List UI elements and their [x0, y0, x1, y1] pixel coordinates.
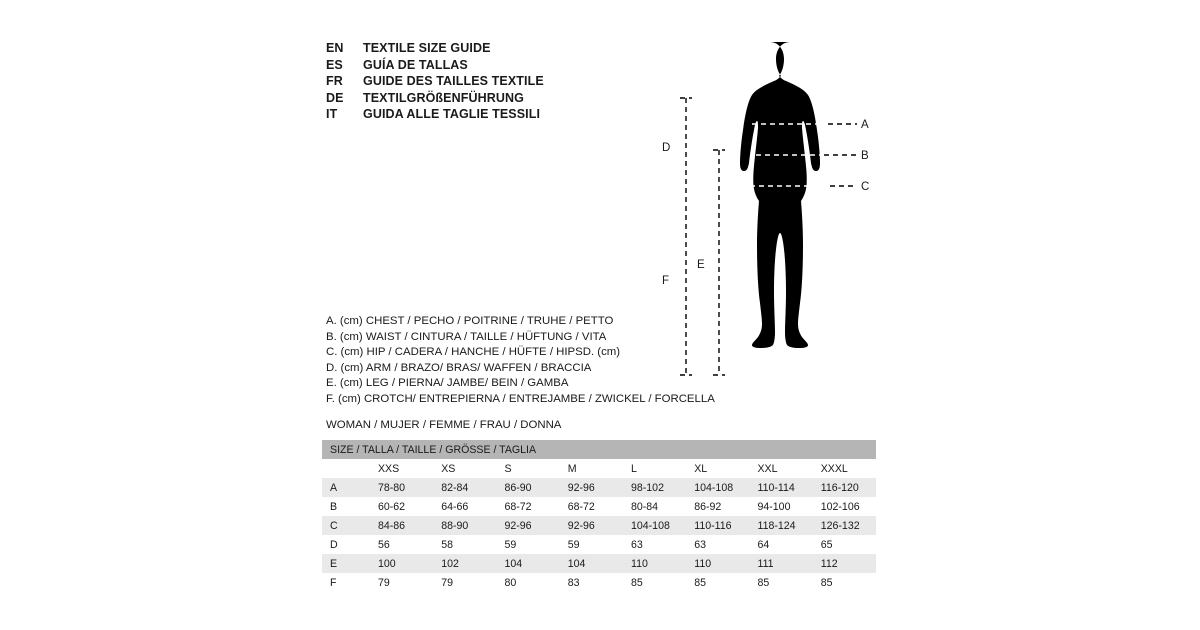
title-text-en: TEXTILE SIZE GUIDE — [363, 41, 491, 55]
diagram-label-a: A — [861, 119, 869, 131]
cell: 84-86 — [370, 516, 433, 535]
title-lang-es: ES — [326, 57, 343, 72]
table-header-cell-3: S — [496, 459, 559, 478]
female-silhouette-icon — [740, 42, 820, 348]
table-row — [322, 554, 876, 573]
cell: 102 — [433, 554, 496, 573]
cell: 126-132 — [813, 516, 876, 535]
table-row — [322, 497, 876, 516]
table-header-cell-8: XXXL — [813, 459, 876, 478]
size-table — [322, 440, 876, 592]
cell: 80-84 — [623, 497, 686, 516]
cell: 86-90 — [496, 478, 559, 497]
cell: 110-116 — [686, 516, 749, 535]
table-caption-row — [322, 440, 876, 459]
cell: 78-80 — [370, 478, 433, 497]
table-row — [322, 478, 876, 497]
table-header-cell-2: XS — [433, 459, 496, 478]
cell: 85 — [813, 573, 876, 592]
cell: 92-96 — [560, 516, 623, 535]
row-label: D — [322, 535, 370, 554]
table-header-cell-5: L — [623, 459, 686, 478]
cell: 83 — [560, 573, 623, 592]
cell: 88-90 — [433, 516, 496, 535]
cell: 80 — [496, 573, 559, 592]
cell: 92-96 — [560, 478, 623, 497]
cell: 116-120 — [813, 478, 876, 497]
cell: 94-100 — [749, 497, 812, 516]
title-lang-it: IT — [326, 107, 338, 122]
diagram-label-e: E — [697, 259, 705, 271]
cell: 85 — [623, 573, 686, 592]
title-lang-en: EN — [326, 41, 344, 55]
cell: 68-72 — [496, 497, 559, 516]
cell: 79 — [433, 573, 496, 592]
cell: 85 — [749, 573, 812, 592]
cell: 64 — [749, 535, 812, 554]
diagram-label-c: C — [861, 181, 870, 193]
cell: 92-96 — [496, 516, 559, 535]
table-header-cell-7: XXL — [749, 459, 812, 478]
row-label: F — [322, 573, 370, 592]
row-label: E — [322, 554, 370, 573]
cell: 64-66 — [433, 497, 496, 516]
title-lang-de: DE — [326, 90, 344, 105]
cell: 63 — [686, 535, 749, 554]
legend-block — [326, 314, 886, 408]
title-text-es: GUÍA DE TALLAS — [363, 57, 468, 72]
table-row — [322, 573, 876, 592]
cell: 82-84 — [433, 478, 496, 497]
cell: 58 — [433, 535, 496, 554]
gender-line: WOMAN / MUJER / FEMME / FRAU / DONNA — [326, 419, 562, 431]
cell: 102-106 — [813, 497, 876, 516]
table-header-cell-6: XL — [686, 459, 749, 478]
title-lang-fr: FR — [326, 74, 343, 89]
diagram-label-f: F — [662, 275, 670, 287]
cell: 85 — [686, 573, 749, 592]
cell: 79 — [370, 573, 433, 592]
table-header-cell-4: M — [560, 459, 623, 478]
size-table-wrap — [322, 440, 876, 592]
cell: 118-124 — [749, 516, 812, 535]
table-row — [322, 516, 876, 535]
diagram-label-b: B — [861, 150, 869, 162]
legend-line-d: D. (cm) ARM / BRAZO/ BRAS/ WAFFEN / BRACCIA — [326, 361, 592, 374]
table-header-cell-0 — [322, 459, 370, 478]
diagram-label-d: D — [662, 142, 671, 154]
row-label: A — [322, 478, 370, 497]
table-header-cell-1: XXS — [370, 459, 433, 478]
table-caption: SIZE / TALLA / TAILLE / GRÖSSE / TAGLIA — [322, 440, 876, 459]
cell: 112 — [813, 554, 876, 573]
title-text-it: GUIDA ALLE TAGLIE TESSILI — [363, 107, 541, 122]
legend-line-e: E. (cm) LEG / PIERNA/ JAMBE/ BEIN / GAMBA — [326, 377, 569, 390]
cell: 100 — [370, 554, 433, 573]
label-leader-lines — [824, 124, 857, 186]
cell: 104 — [560, 554, 623, 573]
cell: 111 — [749, 554, 812, 573]
cell: 104 — [496, 554, 559, 573]
row-label: C — [322, 516, 370, 535]
cell: 59 — [560, 535, 623, 554]
row-label: B — [322, 497, 370, 516]
cell: 86-92 — [686, 497, 749, 516]
cell: 59 — [496, 535, 559, 554]
cell: 110 — [623, 554, 686, 573]
cell: 60-62 — [370, 497, 433, 516]
title-text-fr: GUIDE DES TAILLES TEXTILE — [363, 74, 544, 89]
cell: 98-102 — [623, 478, 686, 497]
cell: 63 — [623, 535, 686, 554]
title-text-de: TEXTILGRÖßENFÜHRUNG — [363, 90, 524, 105]
legend-line-f: F. (cm) CROTCH/ ENTREPIERNA / ENTREJAMBE / ZWICKEL / FORCELLA — [326, 392, 715, 405]
cell: 104-108 — [623, 516, 686, 535]
cell: 65 — [813, 535, 876, 554]
legend-line-c: C. (cm) HIP / CADERA / HANCHE / HÜFTE / HIPSD. (cm) — [326, 346, 621, 359]
cell: 110 — [686, 554, 749, 573]
table-header-row — [322, 459, 876, 478]
cell: 110-114 — [749, 478, 812, 497]
cell: 56 — [370, 535, 433, 554]
legend-line-b: B. (cm) WAIST / CINTURA / TAILLE / HÜFTUNG / VITA — [326, 330, 607, 343]
legend-line-a: A. (cm) CHEST / PECHO / POITRINE / TRUHE / PETTO — [326, 315, 614, 327]
cell: 68-72 — [560, 497, 623, 516]
cell: 104-108 — [686, 478, 749, 497]
table-row — [322, 535, 876, 554]
